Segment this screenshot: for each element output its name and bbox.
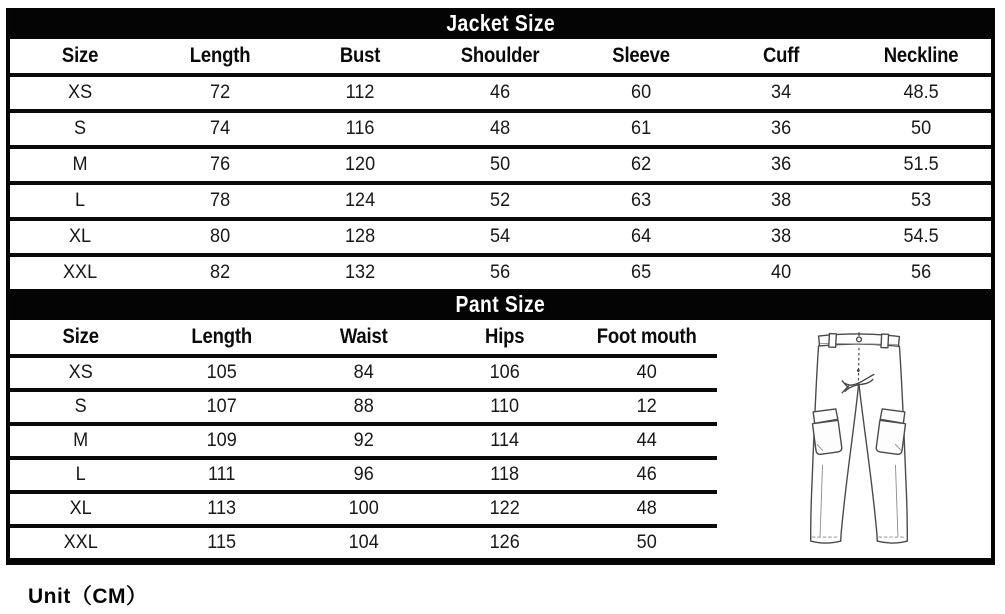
table-cell: 112 [345, 82, 375, 103]
pant-table [10, 320, 717, 558]
table-cell: 48 [490, 118, 511, 139]
table-cell: 46 [490, 82, 511, 103]
pant-size-title: Pant Size [455, 291, 546, 317]
pant-row-l [10, 456, 717, 490]
table-cell: 78 [210, 190, 231, 211]
table-cell: 120 [345, 154, 376, 175]
table-cell: 113 [207, 498, 237, 519]
jacket-row-xl [10, 217, 991, 253]
table-cell: 132 [345, 262, 376, 283]
table-cell: 46 [636, 464, 657, 485]
pant-header-waist: Waist [339, 325, 388, 348]
jacket-row-xxl [10, 253, 991, 289]
table-cell: 110 [490, 396, 520, 417]
table-cell: 36 [770, 118, 791, 139]
table-cell: 12 [636, 396, 657, 417]
table-cell: 50 [490, 154, 511, 175]
table-cell: S [74, 118, 87, 139]
table-cell: 80 [210, 226, 231, 247]
jacket-row-l [10, 181, 991, 217]
table-cell: 126 [489, 532, 520, 553]
pant-row-xxl [10, 524, 717, 558]
table-cell: 40 [636, 362, 657, 383]
unit-label: Unit（CM） [28, 585, 148, 608]
table-cell: S [74, 396, 87, 417]
jacket-header-bust: Bust [340, 44, 381, 67]
table-cell: 54 [490, 226, 511, 247]
pant-row-xs [10, 354, 717, 388]
table-cell: 54.5 [903, 226, 939, 247]
jacket-header-row [10, 39, 991, 73]
pant-size-title-bar [10, 289, 991, 320]
size-chart-frame [6, 8, 995, 565]
table-cell: 107 [207, 396, 238, 417]
table-cell: 34 [770, 82, 791, 103]
table-cell: XL [69, 498, 92, 519]
table-cell: 65 [630, 262, 651, 283]
table-cell: 36 [770, 154, 791, 175]
table-cell: L [75, 464, 86, 485]
table-cell: 64 [630, 226, 651, 247]
jacket-row-s [10, 109, 991, 145]
table-cell: 52 [490, 190, 511, 211]
jacket-header-neckline: Neckline [883, 44, 959, 67]
table-cell: 88 [353, 396, 374, 417]
table-cell: XXL [63, 262, 98, 283]
jacket-size-title-bar [10, 8, 991, 39]
table-cell: 96 [353, 464, 374, 485]
table-cell: 44 [636, 430, 657, 451]
table-cell: 74 [210, 118, 231, 139]
jacket-size-title: Jacket Size [446, 10, 555, 36]
jacket-header-shoulder: Shoulder [461, 44, 540, 67]
table-cell: 128 [345, 226, 376, 247]
table-cell: 51.5 [903, 154, 939, 175]
table-cell: 104 [348, 532, 379, 553]
jacket-header-sleeve: Sleeve [611, 44, 670, 67]
pant-header-length: Length [191, 325, 253, 348]
table-cell: 48 [636, 498, 657, 519]
pant-row-m [10, 422, 717, 456]
table-cell: M [73, 430, 89, 451]
table-cell: XS [68, 82, 93, 103]
table-cell: 105 [207, 362, 238, 383]
pant-header-foot-mouth: Foot mouth [596, 325, 697, 348]
table-cell: 124 [345, 190, 376, 211]
jacket-header-length: Length [189, 44, 251, 67]
table-cell: 56 [910, 262, 931, 283]
table-cell: 116 [345, 118, 375, 139]
table-cell: 40 [770, 262, 791, 283]
jacket-row-m [10, 145, 991, 181]
pant-header-size: Size [62, 325, 99, 348]
table-cell: 48.5 [903, 82, 939, 103]
jacket-header-cuff: Cuff [762, 44, 799, 67]
table-cell: 38 [770, 226, 791, 247]
table-cell: 62 [630, 154, 651, 175]
pant-header-row [10, 320, 717, 354]
table-cell: 60 [630, 82, 651, 103]
table-cell: 50 [636, 532, 657, 553]
table-cell: XXL [63, 532, 98, 553]
pant-section [10, 320, 991, 558]
table-cell: 92 [353, 430, 374, 451]
table-cell: L [75, 190, 86, 211]
table-cell: 76 [210, 154, 231, 175]
table-cell: XS [68, 362, 93, 383]
table-cell: 118 [490, 464, 520, 485]
pant-row-xl [10, 490, 717, 524]
pant-row-s [10, 388, 717, 422]
table-cell: 82 [210, 262, 231, 283]
table-cell: 84 [353, 362, 374, 383]
table-cell: M [72, 154, 88, 175]
pants-illustration [717, 320, 991, 558]
table-cell: 100 [348, 498, 379, 519]
table-cell: 106 [489, 362, 520, 383]
table-cell: 115 [207, 532, 237, 553]
table-cell: 114 [490, 430, 520, 451]
table-cell: 61 [630, 118, 651, 139]
cargo-pants-drawing [790, 325, 928, 557]
table-cell: 50 [910, 118, 931, 139]
table-cell: 111 [208, 464, 236, 485]
table-cell: 109 [207, 430, 238, 451]
table-cell: 72 [210, 82, 231, 103]
table-cell: 122 [489, 498, 520, 519]
table-cell: 38 [770, 190, 791, 211]
jacket-row-xs [10, 73, 991, 109]
jacket-header-size: Size [61, 44, 99, 67]
pant-header-hips: Hips [485, 325, 525, 348]
table-cell: 63 [630, 190, 651, 211]
table-cell: 53 [910, 190, 931, 211]
table-cell: XL [69, 226, 92, 247]
table-cell: 56 [490, 262, 511, 283]
